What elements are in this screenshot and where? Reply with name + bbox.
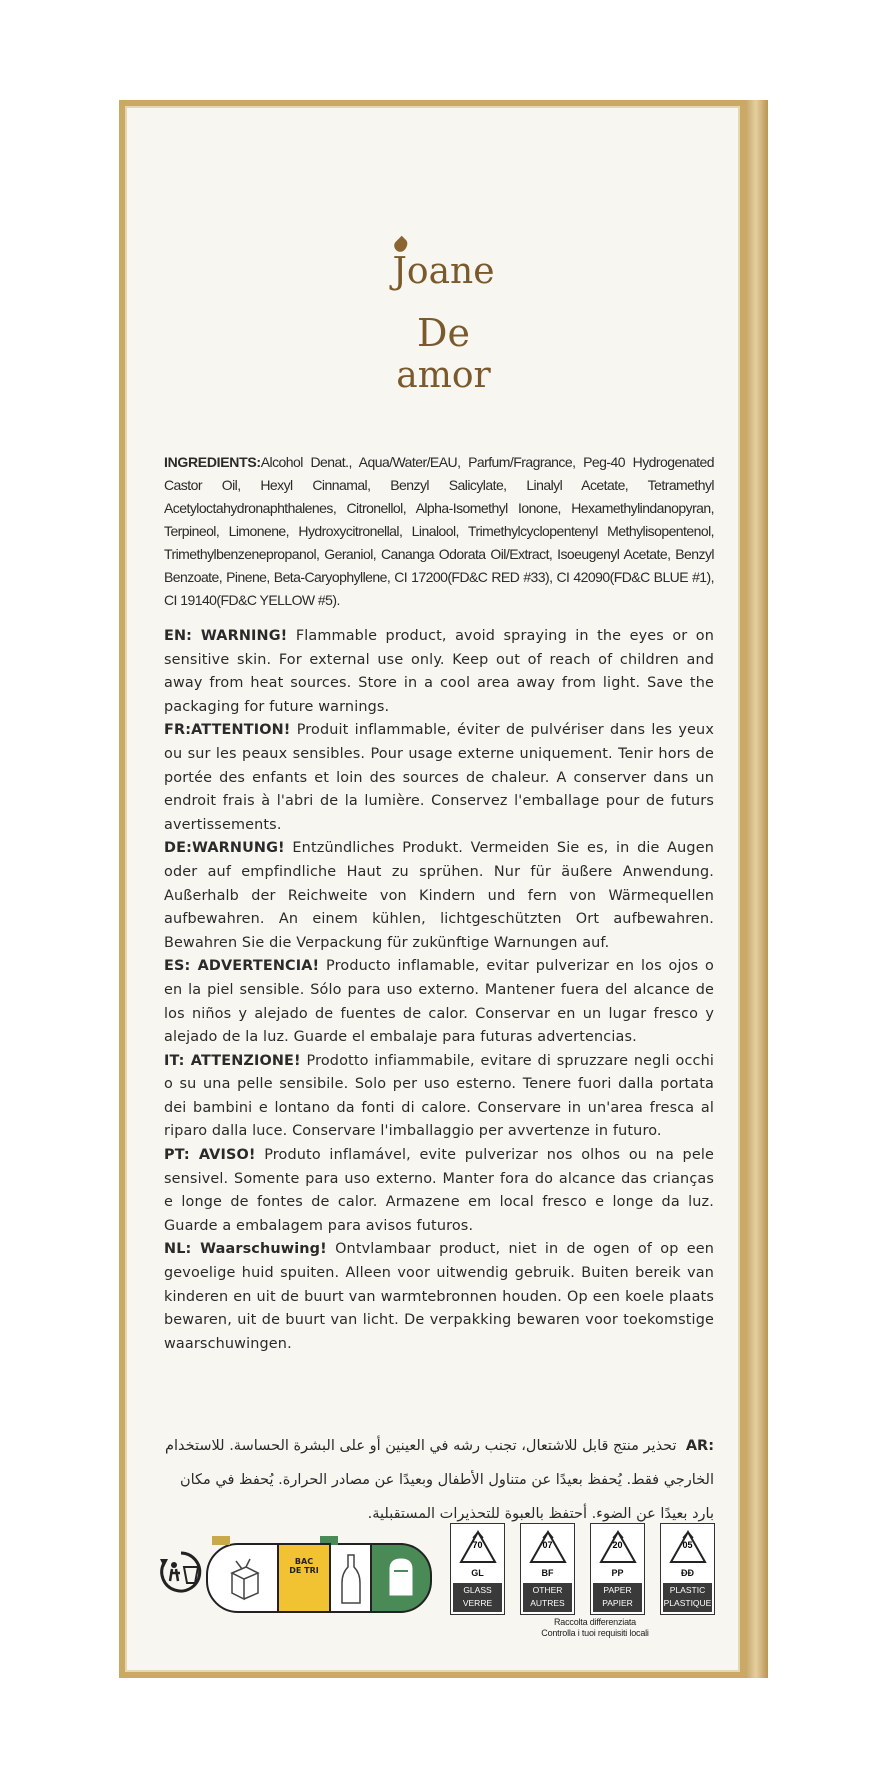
warning-text: تحذير منتج قابل للاشتعال، تجنب رشه في العينين أو على البشرة الحساسة. للاستخدام الخارجي فقط. يُحفظ بعيدًا عن متناول الأطفال وبعيدًا عن مصادر الحرارة. يُحفظ في مكان بارد بعيدًا عن الضوء. أحتفظ بالعبوة للتحذيرات المستقبلية. [165,1438,714,1522]
green-glass-bin [370,1543,432,1613]
code-number: 07 [542,1540,553,1550]
raccolta-note [450,1617,740,1639]
code-abbr: BF [541,1568,554,1578]
recycling-codes [450,1523,715,1615]
yellow-sorting-bin [277,1543,331,1613]
code-abbr: ĐĐ [681,1568,694,1578]
glass-bin-icon [386,1557,416,1599]
warning-code: DE:WARNUNG! [164,840,285,857]
warning-code: EN: WARNING! [164,628,288,644]
warning-code: AR: [685,1438,714,1454]
code-abbr: PP [611,1568,624,1578]
raccolta-line-2: Controlla i tuoi requisiti locali [541,1628,649,1638]
sorting-guide [206,1543,430,1613]
warning-it [164,1050,714,1144]
ingredients-block [164,451,714,612]
warning-text: Ontvlambaar product, niet in de ogen of op een gevoelige huid spuiten. Alleen voor uitwendig gebruik. Buiten bereik van kinderen en uit de buurt van warmtebronnen houden. Op een koele plaats bewaren, uit de buurt van licht. De verpakking bewaren voor toekomstige waarschuwingen. [164,1241,714,1352]
recycle-code-paper [590,1523,645,1615]
warning-pt [164,1144,714,1238]
code-label: GLASS VERRE [453,1583,502,1612]
warning-code: NL: Waarschuwing! [164,1241,327,1258]
warning-code: ES: ADVERTENCIA! [164,958,320,975]
brand-line-3: amor [396,355,491,396]
code-number: 05 [682,1540,693,1550]
cardboard-box-icon [224,1557,264,1601]
sort-tag [212,1536,230,1545]
warning-code: PT: AVISO! [164,1147,256,1164]
bin-label: BAC DE TRI [289,1557,319,1575]
warning-en [164,625,714,719]
brand-line-2: De [417,311,470,355]
warning-text: Produit inflammable, éviter de pulvériser dans les yeux ou sur les peaux sensibles. Pour usage externe uniquement. Tenir hors de portée des enfants et loin des sources de chaleur. A conserver dans un endroit frais à l'abri de la lumière. Conservez l'emballage pour de futurs avertissements. [164,722,714,833]
warning-code: FR:ATTENTION! [164,722,291,739]
warnings-block [164,625,714,1356]
warning-text: Produto inflamável, evite pulverizar nos olhos ou na pele sensivel. Somente para uso externo. Manter fora do alcance das crianças e longe de fontes de calor. Armazene em local fresco e longe da luz. Guarde a embalagem para avisos futuros. [164,1147,715,1234]
warning-code: IT: ATTENZIONE! [164,1052,301,1069]
raccolta-line-1: Raccolta differenziata [554,1617,636,1627]
warning-text: Producto inflamable, evitar pulverizar en los ojos o en la piel sensible. Sólo para uso externo. Mantener fuera del alcance de los niños y alejado de fuentes de calor. Conservar en un lugar fresco y alejado de la luz. Guarde el embalaje para futuras advertencias. [164,958,714,1046]
code-label: PLASTIC PLASTIQUE [663,1583,712,1612]
warning-fr [164,719,714,837]
recycle-code-plastic [660,1523,715,1615]
glass-bottle-icon [338,1553,364,1607]
warning-de [164,837,714,955]
code-label: PAPER PAPIER [593,1583,642,1612]
code-number: 20 [612,1540,623,1550]
warning-text: Entzündliches Produkt. Vermeiden Sie es, in die Augen oder auf empfindliche Haut zu sprühen. Nur für äußere Anwendung. Außerhalb der Reichweite von Kindern und fern von Wärmequellen aufbewahren. An einem kühlen, lichtgeschützten Ort aufbewahren. Bewahren Sie die Verpackung für zukünftige Warnungen auf. [164,840,714,951]
recycle-code-other [520,1523,575,1615]
warning-text: Prodotto infiammabile, evitare di spruzzare negli occhi o su una pelle sensibile. Solo per uso esterno. Tenere fuori dalla portata dei bambini e lontano da fonti di calore. Conservare in un'area fresca al riparo dalla luce. Conservare l'imballaggio per avvertenze in futuro. [164,1052,714,1140]
ingredients-label: INGREDIENTS: [164,454,261,470]
code-number: 70 [472,1540,483,1550]
recycle-code-glass [450,1523,505,1615]
triman-recycle-icon [158,1549,204,1595]
ingredients-text: Alcohol Denat., Aqua/Water/EAU, Parfum/Fragrance, Peg-40 Hydrogenated Castor Oil, Hexyl Cinnamal, Benzyl Salicylate, Linalyl Acetate, Tetramethyl Acetyloctahydronaphthalenes, Citronellol, Alpha-Isomethyl Ionone, Hexamethylindanopyran, Terpineol, Limonene, Hydroxycitronellal, Linalool, Trimethylcyclopentenyl Methylisopentenol, Trimethylbenzenepropanol, Geraniol, Cananga Odorata Oil/Extract, Isoeugenyl Acetate, Benzyl Benzoate, Pinene, Beta-Caryophyllene, CI 17200(FD&C RED #33), CI 42090(FD&C BLUE #1), CI 19140(FD&C YELLOW #5). [164,454,714,608]
brand-line-1: Joane [392,251,495,292]
warning-nl [164,1238,714,1356]
warning-es [164,955,714,1049]
warning-text: Flammable product, avoid spraying in the eyes or on sensitive skin. For external use only. Keep out of reach of children and away from heat sources. Store in a cool area away from light. Save the packaging for future warnings. [164,628,715,715]
code-abbr: GL [471,1568,484,1578]
warning-ar [164,1429,714,1531]
code-label: OTHER AUTRES [523,1583,572,1612]
